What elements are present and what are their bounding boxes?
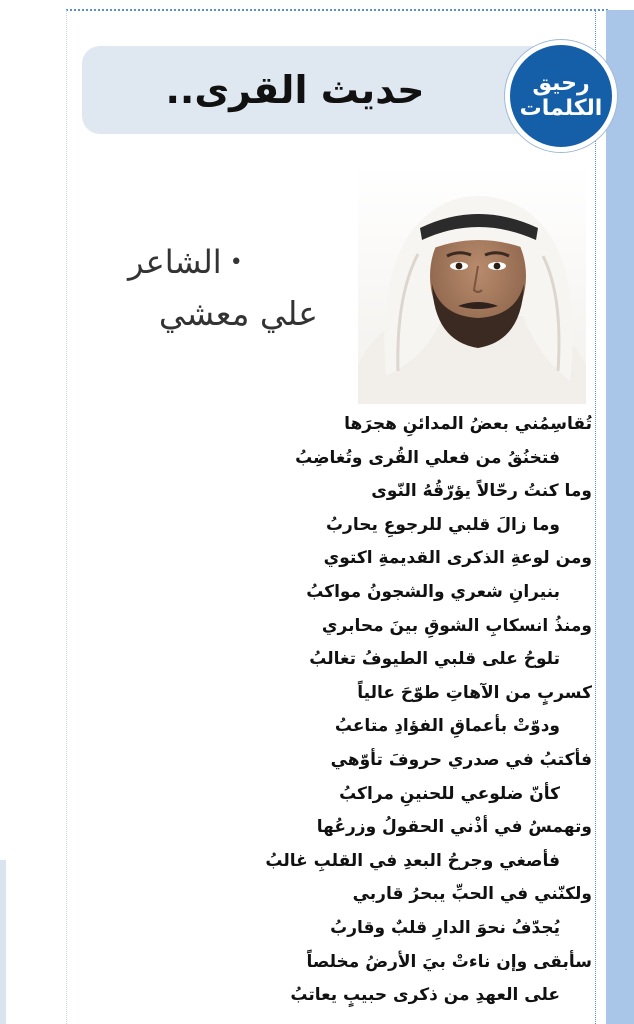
- badge-line-1: رحيق: [532, 70, 590, 96]
- author-label: [128, 240, 328, 284]
- badge-line-2: الكلمات: [519, 96, 603, 121]
- left-column-rule: [66, 10, 67, 1024]
- poem-verse: وتهمسُ في أذْني الحقولُ وزرعُها: [316, 817, 592, 838]
- poem-verse: كأنّ ضلوعي للحنينِ مراكبُ: [339, 783, 560, 804]
- poem-verse: تلوحُ على قلبي الطيوفُ تغالبُ: [309, 649, 560, 670]
- top-dotted-rule: [66, 9, 608, 11]
- poem-verse: بنيرانِ شعري والشجونُ مواكبُ: [306, 581, 560, 602]
- poem-verse: فأصغي وجرحُ البعدِ في القلبِ غالبُ: [265, 850, 560, 871]
- poem-verse: ودوّتْ بأعماقِ الفؤادِ متاعبُ: [334, 716, 560, 737]
- author-photo: [358, 166, 586, 404]
- side-color-bar: [606, 10, 634, 1024]
- poem-verse: وما كنتُ رحّالاً يؤرّقُهُ النّوى: [371, 481, 592, 502]
- poem-verse: ولكنّني في الحبِّ يبحرُ قاربي: [352, 884, 592, 905]
- poem-verse: فتخنُقُ من فعلي القُرى وتُغاضِبُ: [295, 447, 560, 468]
- left-edge-strip: [0, 860, 6, 1024]
- poem-verse: ومن لوعةِ الذكرى القديمةِ اكتوي: [323, 548, 592, 569]
- poem-verse: وما زالَ قلبي للرجوعِ يحاربُ: [325, 514, 560, 535]
- poem-verse: فأكتبُ في صدري حروفَ تأوّهي: [330, 749, 592, 770]
- poem-verse: على العهدِ من ذكرى حبيبٍ يعاتبُ: [290, 985, 560, 1006]
- poem-verse: تُقاسِمُني بعضُ المدائنِ هجرَها: [344, 414, 592, 434]
- right-column-rule: [595, 10, 596, 1024]
- bullet-icon: •: [229, 249, 243, 275]
- author-name: علي معشي: [158, 294, 318, 333]
- poem-body: [220, 408, 592, 1013]
- poem-verse: ومنذُ انسكابِ الشوقِ بينَ محابري: [321, 615, 592, 636]
- poem-verse: سأبقى وإن ناءتْ بيَ الأرضُ مخلصاً: [306, 951, 592, 972]
- poem-verse: يُجدّفُ نحوَ الدارِ قلبٌ وقاربُ: [330, 917, 560, 938]
- poem-verse: كسربٍ من الآهاتِ طوّحَ عالياً: [357, 682, 592, 703]
- section-badge: [505, 40, 617, 152]
- author-label-text: الشاعر: [128, 243, 222, 281]
- page-title: حديث القرى..: [165, 68, 425, 112]
